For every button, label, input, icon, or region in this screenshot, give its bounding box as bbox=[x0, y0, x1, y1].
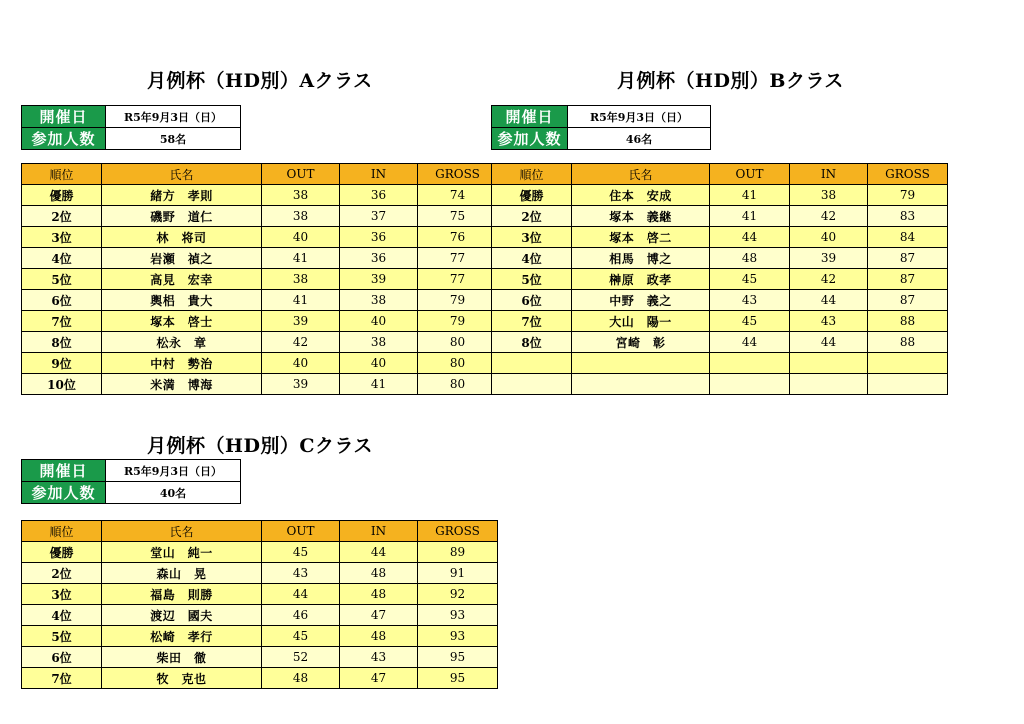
table-row: 3位 塚本 啓二 44 40 84 bbox=[492, 227, 948, 248]
class-b-results-table bbox=[491, 163, 948, 395]
table-row: 7位 大山 陽一 45 43 88 bbox=[492, 311, 948, 332]
table-row: 5位 高見 宏幸 38 39 77 bbox=[22, 269, 498, 290]
class-a-results-table bbox=[21, 163, 498, 395]
table-row: 優勝 住本 安成 41 38 79 bbox=[492, 185, 948, 206]
date-label: 開催日 bbox=[22, 106, 106, 128]
class-b-info-table bbox=[491, 105, 711, 150]
table-row: 3位 林 将司 40 36 76 bbox=[22, 227, 498, 248]
table-row: 8位 松永 章 42 38 80 bbox=[22, 332, 498, 353]
col-in: IN bbox=[340, 521, 418, 542]
table-row-empty bbox=[492, 374, 948, 395]
col-name: 氏名 bbox=[572, 164, 710, 185]
table-row: 優勝 緒方 孝則 38 36 74 bbox=[22, 185, 498, 206]
col-rank: 順位 bbox=[492, 164, 572, 185]
table-row: 5位 榊原 政孝 45 42 87 bbox=[492, 269, 948, 290]
class-c-participants: 40名 bbox=[106, 482, 241, 504]
col-out: OUT bbox=[262, 164, 340, 185]
date-label: 開催日 bbox=[22, 460, 106, 482]
col-in: IN bbox=[340, 164, 418, 185]
class-c-results-table bbox=[21, 520, 498, 689]
class-c-date: R5年9月3日（日） bbox=[106, 460, 241, 482]
table-row: 8位 宮崎 彰 44 44 88 bbox=[492, 332, 948, 353]
col-rank: 順位 bbox=[22, 521, 102, 542]
col-in: IN bbox=[790, 164, 868, 185]
table-row: 3位 福島 則勝 44 48 92 bbox=[22, 584, 498, 605]
participants-label: 参加人数 bbox=[22, 128, 106, 150]
col-gross: GROSS bbox=[418, 164, 498, 185]
table-row: 7位 牧 克也 48 47 95 bbox=[22, 668, 498, 689]
table-row: 2位 磯野 道仁 38 37 75 bbox=[22, 206, 498, 227]
class-b-title: 月例杯（HD別）Bクラス bbox=[617, 70, 844, 92]
table-row: 9位 中村 勢治 40 40 80 bbox=[22, 353, 498, 374]
class-c-title: 月例杯（HD別）Cクラス bbox=[147, 435, 373, 457]
class-a-info-table bbox=[21, 105, 241, 150]
col-out: OUT bbox=[710, 164, 790, 185]
table-row: 7位 塚本 啓士 39 40 79 bbox=[22, 311, 498, 332]
class-b-participants: 46名 bbox=[568, 128, 711, 150]
table-row: 2位 森山 晃 43 48 91 bbox=[22, 563, 498, 584]
col-gross: GROSS bbox=[868, 164, 948, 185]
class-c-info-table bbox=[21, 459, 241, 504]
table-row: 5位 松崎 孝行 45 48 93 bbox=[22, 626, 498, 647]
table-row: 6位 柴田 徹 52 43 95 bbox=[22, 647, 498, 668]
table-row: 2位 塚本 義継 41 42 83 bbox=[492, 206, 948, 227]
date-label: 開催日 bbox=[492, 106, 568, 128]
col-rank: 順位 bbox=[22, 164, 102, 185]
table-row: 4位 岩瀬 禎之 41 36 77 bbox=[22, 248, 498, 269]
col-gross: GROSS bbox=[418, 521, 498, 542]
table-row: 4位 相馬 博之 48 39 87 bbox=[492, 248, 948, 269]
participants-label: 参加人数 bbox=[492, 128, 568, 150]
table-row-empty bbox=[492, 353, 948, 374]
table-row: 6位 輿梠 貴大 41 38 79 bbox=[22, 290, 498, 311]
table-row: 10位 米満 博海 39 41 80 bbox=[22, 374, 498, 395]
col-name: 氏名 bbox=[102, 521, 262, 542]
table-row: 4位 渡辺 國夫 46 47 93 bbox=[22, 605, 498, 626]
class-a-participants: 58名 bbox=[106, 128, 241, 150]
col-out: OUT bbox=[262, 521, 340, 542]
class-b-date: R5年9月3日（日） bbox=[568, 106, 711, 128]
col-name: 氏名 bbox=[102, 164, 262, 185]
participants-label: 参加人数 bbox=[22, 482, 106, 504]
table-row: 6位 中野 義之 43 44 87 bbox=[492, 290, 948, 311]
class-a-title: 月例杯（HD別）Aクラス bbox=[147, 70, 373, 92]
table-row: 優勝 堂山 純一 45 44 89 bbox=[22, 542, 498, 563]
class-a-date: R5年9月3日（日） bbox=[106, 106, 241, 128]
